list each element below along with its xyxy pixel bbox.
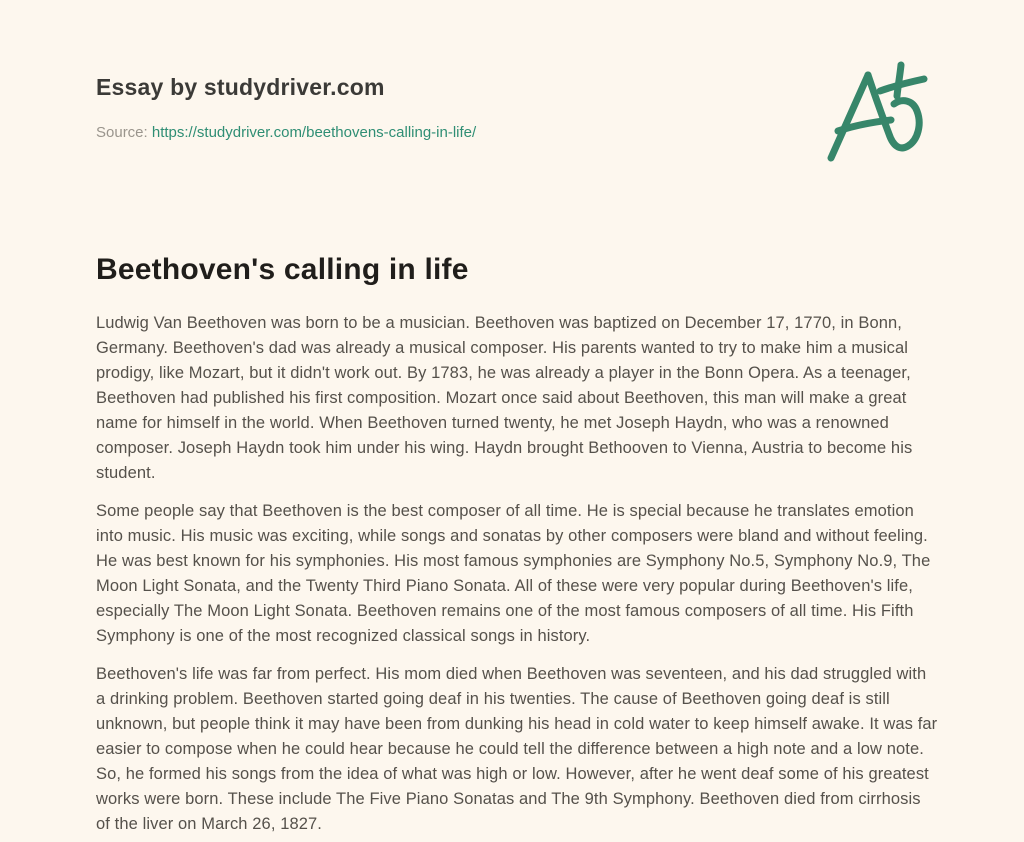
essay-by-heading: Essay by studydriver.com [96,74,385,100]
source-link[interactable]: https://studydriver.com/beethovens-calling-in-life/ [151,124,477,141]
essay-body [96,311,938,842]
source-line [96,124,476,141]
source-label: Source: [96,124,148,141]
essay-title: Beethoven's calling in life [96,253,469,286]
a-plus-logo-icon [818,58,933,168]
essay-paragraph: Beethoven's life was far from perfect. His mom died when Beethoven was seventeen, and his dad struggled with a drinking problem. Beethoven started going deaf in his twenties. The cause of Beethoven going deaf is still unknown, but people think it may have been from dunking his head in cold water to keep himself awake. It was far easier to compose when he could hear because he could tell the difference between a high note and a low note. So, he formed his songs from the idea of what was high or low. However, after he went deaf some of his greatest works were born. These include The Five Piano Sonatas and The 9th Symphony. Beethoven died from cirrhosis of the liver on March 26, 1827. [96,665,938,833]
essay-paragraph: Some people say that Beethoven is the best composer of all time. He is special because he translates emotion into music. His music was exciting, while songs and sonatas by other composers were bland and without feeling. He was best known for his symphonies. His most famous symphonies are Symphony No.5, Symphony No.9, The Moon Light Sonata, and the Twenty Third Piano Sonata. All of these were very popular during Beethoven's life, especially The Moon Light Sonata. Beethoven remains one of the most famous composers of all time. His Fifth Symphony is one of the most recognized classical songs in history. [96,502,931,645]
essay-paragraph: Ludwig Van Beethoven was born to be a musician. Beethoven was baptized on December 17, 1770, in Bonn, Germany. Beethoven's dad was already a musical composer. His parents wanted to try to make him a musical prodigy, like Mozart, but it didn't work out. By 1783, he was already a player in the Bonn Opera. As a teenager, Beethoven had published his first composition. Mozart once said about Beethoven, this man will make a great name for himself in the world. When Beethoven turned twenty, he met Joseph Haydn, who was a renowned composer. Joseph Haydn took him under his wing. Haydn brought Bethooven to Vienna, Austria to become his student. [96,314,913,482]
